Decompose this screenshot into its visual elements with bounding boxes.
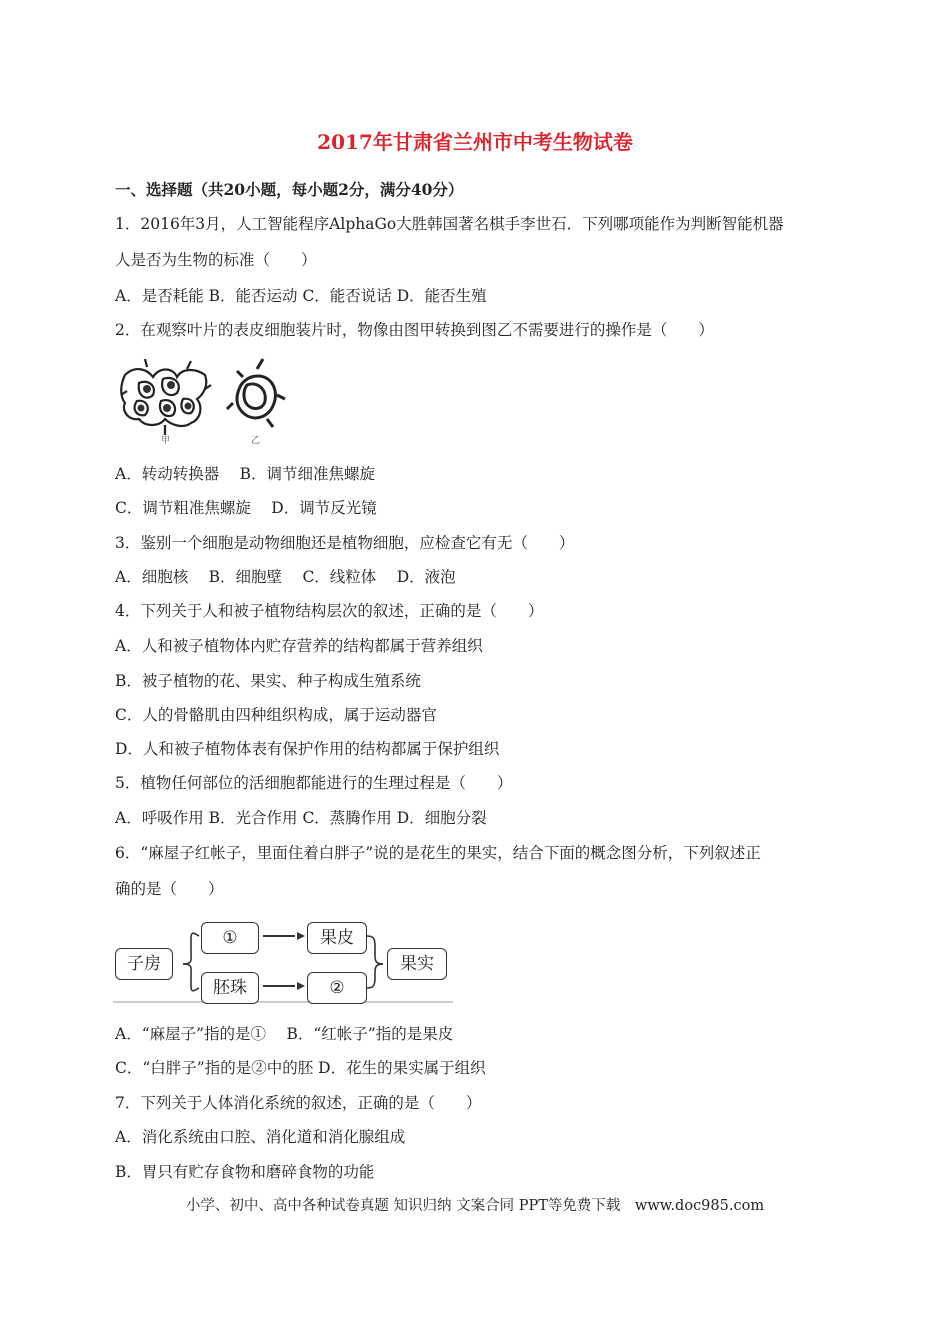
- question-6-options-cd: C．“白胖子”指的是②中的胚 D．花生的果实属于组织: [115, 1059, 486, 1077]
- question-2-stem: 2．在观察叶片的表皮细胞装片时，物像由图甲转换到图乙不需要进行的操作是（ ）: [115, 321, 714, 339]
- cell-image-jia: [121, 359, 211, 435]
- question-7-option-a: A．消化系统由口腔、消化道和消化腺组成: [115, 1128, 406, 1146]
- page-footer: 小学、初中、高中各种试卷真题 知识归纳 文案合同 PPT等免费下载 www.doc985.com: [185, 1198, 765, 1214]
- concept-box-fruit: 果实: [387, 948, 447, 980]
- concept-box-pericarp: 果皮: [307, 922, 367, 954]
- question-7-stem: 7．下列关于人体消化系统的叙述，正确的是（ ）: [115, 1094, 482, 1112]
- question-1-line-2: 人是否为生物的标准（ ）: [115, 251, 317, 269]
- question-5-stem: 5．植物任何部位的活细胞都能进行的生理过程是（ ）: [115, 774, 513, 792]
- question-1-options: A．是否耗能 B．能否运动 C．能否说话 D．能否生殖: [115, 287, 487, 305]
- question-2-options-cd: C．调节粗准焦螺旋 D．调节反光镜: [115, 499, 377, 517]
- cell-figure: [117, 355, 287, 447]
- figure-label-jia: 甲: [161, 436, 171, 446]
- question-3-options: A．细胞核 B．细胞壁 C．线粒体 D．液泡: [115, 568, 456, 586]
- concept-box-ovule: 胚珠: [201, 972, 259, 1004]
- question-7-option-b: B．胃只有贮存食物和磨碎食物的功能: [115, 1163, 375, 1181]
- question-1-line-1: 1．2016年3月，人工智能程序AlphaGo大胜韩国著名棋手李世石．下列哪项能作为判断智能机器: [115, 215, 784, 233]
- page-title: 2017年甘肃省兰州市中考生物试卷: [317, 130, 633, 154]
- question-3-stem: 3．鉴别一个细胞是动物细胞还是植物细胞，应检查它有无（ ）: [115, 534, 575, 552]
- concept-box-1: ①: [201, 922, 259, 954]
- cell-image-yi: [227, 359, 285, 427]
- question-6-options-ab: A．“麻屋子”指的是① B．“红帐子”指的是果皮: [115, 1025, 454, 1043]
- question-4-option-a: A．人和被子植物体内贮存营养的结构都属于营养组织: [115, 637, 483, 655]
- question-4-option-c: C．人的骨骼肌由四种组织构成，属于运动器官: [115, 706, 437, 724]
- concept-box-2: ②: [307, 972, 367, 1004]
- figure-label-yi: 乙: [251, 436, 261, 446]
- question-2-options-ab: A．转动转换器 B．调节细准焦螺旋: [115, 465, 376, 483]
- question-6-line-2: 确的是（ ）: [115, 880, 224, 898]
- question-4-stem: 4．下列关于人和被子植物结构层次的叙述，正确的是（ ）: [115, 602, 544, 620]
- question-4-option-d: D．人和被子植物体表有保护作用的结构都属于保护组织: [115, 740, 500, 758]
- question-4-option-b: B．被子植物的花、果实、种子构成生殖系统: [115, 672, 421, 690]
- concept-box-ovary: 子房: [115, 948, 173, 980]
- question-5-options: A．呼吸作用 B．光合作用 C．蒸腾作用 D．细胞分裂: [115, 809, 487, 827]
- section-heading: 一、选择题（共20小题，每小题2分，满分40分）: [115, 180, 464, 199]
- question-6-line-1: 6．“麻屋子红帐子，里面住着白胖子”说的是花生的果实，结合下面的概念图分析，下列叙述正: [115, 844, 761, 862]
- concept-map: [113, 916, 453, 1006]
